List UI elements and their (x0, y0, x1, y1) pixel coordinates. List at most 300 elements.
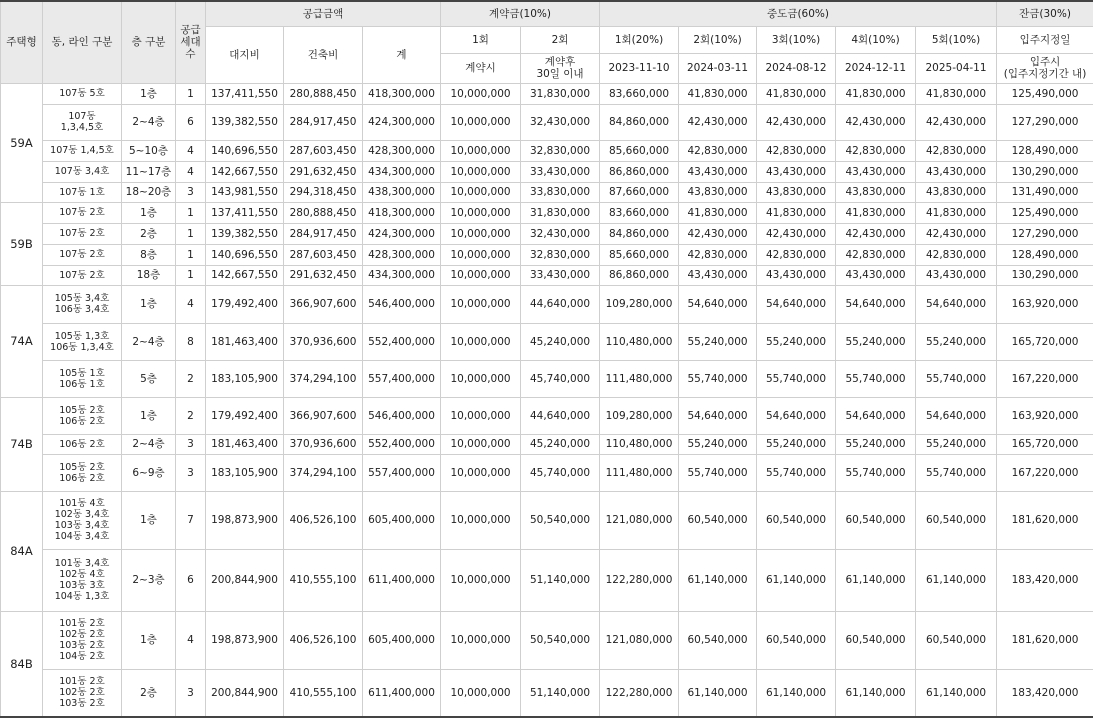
cell-d1: 10,000,000 (441, 265, 521, 285)
cell-d2: 50,540,000 (521, 491, 600, 549)
cell-floor: 1층 (122, 285, 176, 323)
cell-floor: 2~4층 (122, 323, 176, 360)
cell-bal: 163,920,000 (997, 285, 1093, 323)
cell-floor: 1층 (122, 83, 176, 104)
cell-total: 557,400,000 (363, 360, 441, 397)
cell-d1: 10,000,000 (441, 83, 521, 104)
cell-total: 546,400,000 (363, 397, 441, 434)
cell-m3: 42,830,000 (757, 140, 836, 161)
header-mid-date-1: 2023-11-10 (600, 53, 679, 83)
cell-dong: 101동 3,4호 102동 4호 103동 3호 104동 1,3호 (43, 549, 122, 611)
cell-m5: 61,140,000 (916, 549, 997, 611)
cell-m3: 42,430,000 (757, 223, 836, 244)
cell-dong: 107동 1호 (43, 182, 122, 202)
cell-m5: 43,830,000 (916, 182, 997, 202)
cell-d1: 10,000,000 (441, 223, 521, 244)
cell-dong: 107동 5호 (43, 83, 122, 104)
cell-d2: 45,740,000 (521, 454, 600, 491)
cell-bal: 165,720,000 (997, 434, 1093, 454)
header-mid-2: 2회(10%) (679, 26, 757, 53)
cell-units: 4 (176, 140, 206, 161)
cell-dong: 107동 2호 (43, 244, 122, 265)
cell-dong: 107동 2호 (43, 202, 122, 223)
table-row (1, 265, 1093, 285)
cell-build: 284,917,450 (284, 104, 363, 140)
cell-m5: 42,430,000 (916, 223, 997, 244)
cell-m3: 43,430,000 (757, 265, 836, 285)
cell-total: 611,400,000 (363, 549, 441, 611)
cell-units: 4 (176, 285, 206, 323)
cell-d2: 32,830,000 (521, 244, 600, 265)
cell-m3: 55,740,000 (757, 454, 836, 491)
cell-m1: 83,660,000 (600, 83, 679, 104)
header-building: 건축비 (284, 26, 363, 83)
cell-units: 1 (176, 223, 206, 244)
cell-d2: 45,240,000 (521, 323, 600, 360)
cell-units: 7 (176, 491, 206, 549)
cell-dong: 107동 3,4호 (43, 161, 122, 182)
cell-m4: 60,540,000 (836, 611, 916, 669)
cell-m2: 55,240,000 (679, 323, 757, 360)
cell-dong: 107동 2호 (43, 223, 122, 244)
table-row (1, 83, 1093, 104)
cell-m1: 121,080,000 (600, 491, 679, 549)
cell-m5: 42,830,000 (916, 140, 997, 161)
cell-bal: 167,220,000 (997, 360, 1093, 397)
cell-bal: 183,420,000 (997, 669, 1093, 717)
cell-floor: 6~9층 (122, 454, 176, 491)
cell-bal: 130,290,000 (997, 265, 1093, 285)
cell-bal: 167,220,000 (997, 454, 1093, 491)
header-type: 주택형 (1, 1, 43, 83)
cell-m4: 55,240,000 (836, 434, 916, 454)
cell-build: 370,936,600 (284, 434, 363, 454)
cell-build: 287,603,450 (284, 244, 363, 265)
header-units: 공급 세대 수 (176, 1, 206, 83)
cell-total: 557,400,000 (363, 454, 441, 491)
header-mid-date-2: 2024-03-11 (679, 53, 757, 83)
cell-d2: 32,430,000 (521, 223, 600, 244)
cell-units: 3 (176, 434, 206, 454)
cell-m5: 41,830,000 (916, 202, 997, 223)
cell-floor: 2층 (122, 669, 176, 717)
cell-d1: 10,000,000 (441, 434, 521, 454)
cell-m1: 109,280,000 (600, 397, 679, 434)
cell-m2: 54,640,000 (679, 285, 757, 323)
cell-dong: 105동 1호 106동 1호 (43, 360, 122, 397)
table-row (1, 244, 1093, 265)
cell-m4: 43,430,000 (836, 161, 916, 182)
cell-m3: 41,830,000 (757, 202, 836, 223)
cell-d2: 51,140,000 (521, 549, 600, 611)
cell-d2: 51,140,000 (521, 669, 600, 717)
header-dep2-when: 계약후 30일 이내 (521, 53, 600, 83)
cell-build: 287,603,450 (284, 140, 363, 161)
cell-m1: 122,280,000 (600, 549, 679, 611)
cell-m4: 54,640,000 (836, 397, 916, 434)
cell-m5: 54,640,000 (916, 285, 997, 323)
cell-bal: 125,490,000 (997, 202, 1093, 223)
table-row (1, 549, 1093, 611)
cell-units: 6 (176, 104, 206, 140)
cell-total: 546,400,000 (363, 285, 441, 323)
cell-m5: 42,830,000 (916, 244, 997, 265)
cell-d2: 33,430,000 (521, 265, 600, 285)
cell-d1: 10,000,000 (441, 611, 521, 669)
cell-d1: 10,000,000 (441, 454, 521, 491)
cell-total: 552,400,000 (363, 434, 441, 454)
cell-floor: 8층 (122, 244, 176, 265)
cell-d2: 31,830,000 (521, 83, 600, 104)
cell-m2: 43,430,000 (679, 161, 757, 182)
cell-m1: 85,660,000 (600, 140, 679, 161)
cell-dong: 101동 2호 102동 2호 103동 2호 104동 2호 (43, 611, 122, 669)
cell-d2: 31,830,000 (521, 202, 600, 223)
cell-bal: 163,920,000 (997, 397, 1093, 434)
cell-floor: 11~17층 (122, 161, 176, 182)
cell-m3: 61,140,000 (757, 549, 836, 611)
header-land: 대지비 (206, 26, 284, 83)
cell-bal: 131,490,000 (997, 182, 1093, 202)
cell-m2: 41,830,000 (679, 83, 757, 104)
cell-units: 3 (176, 182, 206, 202)
cell-land: 139,382,550 (206, 104, 284, 140)
cell-m3: 42,430,000 (757, 104, 836, 140)
cell-d1: 10,000,000 (441, 161, 521, 182)
cell-dong: 105동 3,4호 106동 3,4호 (43, 285, 122, 323)
cell-units: 8 (176, 323, 206, 360)
cell-m5: 43,430,000 (916, 161, 997, 182)
cell-land: 142,667,550 (206, 265, 284, 285)
cell-bal: 128,490,000 (997, 244, 1093, 265)
cell-land: 183,105,900 (206, 360, 284, 397)
cell-floor: 2층 (122, 223, 176, 244)
cell-build: 366,907,600 (284, 397, 363, 434)
table-row (1, 611, 1093, 669)
cell-units: 4 (176, 161, 206, 182)
cell-bal: 128,490,000 (997, 140, 1093, 161)
cell-m3: 60,540,000 (757, 611, 836, 669)
cell-d1: 10,000,000 (441, 491, 521, 549)
cell-dong: 105동 1,3호 106동 1,3,4호 (43, 323, 122, 360)
header-mid-3: 3회(10%) (757, 26, 836, 53)
cell-m1: 121,080,000 (600, 611, 679, 669)
cell-land: 179,492,400 (206, 397, 284, 434)
cell-bal: 125,490,000 (997, 83, 1093, 104)
cell-dong: 106동 2호 (43, 434, 122, 454)
table-row (1, 397, 1093, 434)
cell-m1: 86,860,000 (600, 161, 679, 182)
cell-land: 179,492,400 (206, 285, 284, 323)
unit-type-cell: 74A (1, 285, 43, 397)
cell-m2: 42,830,000 (679, 140, 757, 161)
cell-m4: 55,240,000 (836, 323, 916, 360)
cell-floor: 1층 (122, 611, 176, 669)
cell-d2: 45,740,000 (521, 360, 600, 397)
cell-m2: 43,430,000 (679, 265, 757, 285)
cell-d2: 44,640,000 (521, 285, 600, 323)
cell-m5: 41,830,000 (916, 83, 997, 104)
header-mid-date-3: 2024-08-12 (757, 53, 836, 83)
cell-d2: 32,830,000 (521, 140, 600, 161)
cell-m2: 61,140,000 (679, 549, 757, 611)
cell-m4: 42,430,000 (836, 223, 916, 244)
cell-bal: 127,290,000 (997, 223, 1093, 244)
cell-units: 1 (176, 244, 206, 265)
cell-m2: 41,830,000 (679, 202, 757, 223)
cell-land: 142,667,550 (206, 161, 284, 182)
table-row (1, 161, 1093, 182)
cell-bal: 130,290,000 (997, 161, 1093, 182)
header-mid-1: 1회(20%) (600, 26, 679, 53)
cell-units: 1 (176, 83, 206, 104)
cell-dong: 101동 4호 102동 3,4호 103동 3,4호 104동 3,4호 (43, 491, 122, 549)
cell-m5: 60,540,000 (916, 491, 997, 549)
cell-m5: 55,240,000 (916, 434, 997, 454)
cell-d2: 32,430,000 (521, 104, 600, 140)
table-row (1, 491, 1093, 549)
cell-units: 3 (176, 454, 206, 491)
cell-floor: 1층 (122, 397, 176, 434)
table-row (1, 454, 1093, 491)
cell-floor: 5층 (122, 360, 176, 397)
cell-m3: 61,140,000 (757, 669, 836, 717)
cell-m4: 61,140,000 (836, 669, 916, 717)
cell-m4: 42,830,000 (836, 140, 916, 161)
header-dep1: 1회 (441, 26, 521, 53)
unit-type-cell: 84B (1, 611, 43, 717)
cell-m4: 61,140,000 (836, 549, 916, 611)
table-row (1, 285, 1093, 323)
cell-land: 137,411,550 (206, 202, 284, 223)
header-dep2: 2회 (521, 26, 600, 53)
cell-m1: 83,660,000 (600, 202, 679, 223)
cell-land: 200,844,900 (206, 549, 284, 611)
cell-units: 1 (176, 202, 206, 223)
cell-build: 366,907,600 (284, 285, 363, 323)
cell-build: 406,526,100 (284, 491, 363, 549)
cell-m2: 60,540,000 (679, 491, 757, 549)
cell-build: 280,888,450 (284, 202, 363, 223)
header-middle: 중도금(60%) (600, 1, 997, 26)
cell-m1: 84,860,000 (600, 104, 679, 140)
cell-m4: 55,740,000 (836, 360, 916, 397)
cell-units: 6 (176, 549, 206, 611)
cell-m2: 61,140,000 (679, 669, 757, 717)
cell-m1: 122,280,000 (600, 669, 679, 717)
header-total: 계 (363, 26, 441, 83)
cell-land: 140,696,550 (206, 140, 284, 161)
cell-land: 139,382,550 (206, 223, 284, 244)
cell-m5: 55,740,000 (916, 360, 997, 397)
cell-floor: 18층 (122, 265, 176, 285)
cell-m5: 55,740,000 (916, 454, 997, 491)
cell-m3: 43,430,000 (757, 161, 836, 182)
cell-m5: 43,430,000 (916, 265, 997, 285)
cell-floor: 1층 (122, 491, 176, 549)
cell-bal: 183,420,000 (997, 549, 1093, 611)
cell-m2: 42,430,000 (679, 223, 757, 244)
unit-type-cell: 59B (1, 202, 43, 285)
cell-m4: 54,640,000 (836, 285, 916, 323)
cell-d1: 10,000,000 (441, 202, 521, 223)
header-deposit: 계약금(10%) (441, 1, 600, 26)
cell-m1: 110,480,000 (600, 323, 679, 360)
table-row (1, 202, 1093, 223)
cell-d1: 10,000,000 (441, 323, 521, 360)
cell-d1: 10,000,000 (441, 397, 521, 434)
table-row (1, 360, 1093, 397)
cell-m3: 54,640,000 (757, 285, 836, 323)
cell-land: 198,873,900 (206, 491, 284, 549)
header-move-in: 입주지정일 (997, 26, 1093, 53)
cell-total: 552,400,000 (363, 323, 441, 360)
table-row (1, 223, 1093, 244)
header-supply-amount: 공급금액 (206, 1, 441, 26)
table-row (1, 104, 1093, 140)
table-row (1, 434, 1093, 454)
table-body (1, 83, 1093, 717)
cell-floor: 2~4층 (122, 104, 176, 140)
cell-m4: 60,540,000 (836, 491, 916, 549)
cell-m4: 41,830,000 (836, 202, 916, 223)
cell-d1: 10,000,000 (441, 285, 521, 323)
cell-build: 280,888,450 (284, 83, 363, 104)
cell-m3: 60,540,000 (757, 491, 836, 549)
cell-d2: 50,540,000 (521, 611, 600, 669)
cell-land: 181,463,400 (206, 323, 284, 360)
cell-build: 410,555,100 (284, 549, 363, 611)
cell-m1: 109,280,000 (600, 285, 679, 323)
cell-dong: 107동 2호 (43, 265, 122, 285)
unit-type-cell: 74B (1, 397, 43, 491)
cell-units: 2 (176, 360, 206, 397)
cell-land: 143,981,550 (206, 182, 284, 202)
cell-total: 424,300,000 (363, 223, 441, 244)
cell-m3: 54,640,000 (757, 397, 836, 434)
table-row (1, 140, 1093, 161)
cell-m2: 42,830,000 (679, 244, 757, 265)
cell-m2: 55,740,000 (679, 454, 757, 491)
cell-dong: 107동 1,3,4,5호 (43, 104, 122, 140)
cell-land: 137,411,550 (206, 83, 284, 104)
cell-total: 605,400,000 (363, 611, 441, 669)
unit-type-cell: 84A (1, 491, 43, 611)
cell-d1: 10,000,000 (441, 549, 521, 611)
cell-total: 428,300,000 (363, 244, 441, 265)
cell-m3: 43,830,000 (757, 182, 836, 202)
cell-build: 284,917,450 (284, 223, 363, 244)
cell-m1: 85,660,000 (600, 244, 679, 265)
cell-land: 183,105,900 (206, 454, 284, 491)
unit-type-cell: 59A (1, 83, 43, 202)
cell-d1: 10,000,000 (441, 182, 521, 202)
cell-total: 418,300,000 (363, 202, 441, 223)
cell-d1: 10,000,000 (441, 140, 521, 161)
cell-m1: 86,860,000 (600, 265, 679, 285)
table-row (1, 182, 1093, 202)
cell-build: 291,632,450 (284, 265, 363, 285)
cell-bal: 165,720,000 (997, 323, 1093, 360)
cell-dong: 105동 2호 106동 2호 (43, 454, 122, 491)
cell-total: 434,300,000 (363, 265, 441, 285)
cell-build: 370,936,600 (284, 323, 363, 360)
cell-d2: 33,830,000 (521, 182, 600, 202)
cell-m1: 110,480,000 (600, 434, 679, 454)
cell-d1: 10,000,000 (441, 244, 521, 265)
cell-m5: 61,140,000 (916, 669, 997, 717)
cell-m4: 43,430,000 (836, 265, 916, 285)
header-mid-5: 5회(10%) (916, 26, 997, 53)
cell-m4: 43,830,000 (836, 182, 916, 202)
cell-m1: 111,480,000 (600, 454, 679, 491)
cell-d1: 10,000,000 (441, 360, 521, 397)
cell-total: 434,300,000 (363, 161, 441, 182)
cell-m2: 54,640,000 (679, 397, 757, 434)
table-row (1, 669, 1093, 717)
table-row (1, 323, 1093, 360)
cell-land: 198,873,900 (206, 611, 284, 669)
cell-floor: 2~3층 (122, 549, 176, 611)
cell-total: 428,300,000 (363, 140, 441, 161)
cell-bal: 127,290,000 (997, 104, 1093, 140)
cell-m4: 42,830,000 (836, 244, 916, 265)
cell-m4: 55,740,000 (836, 454, 916, 491)
cell-floor: 18~20층 (122, 182, 176, 202)
cell-bal: 181,620,000 (997, 491, 1093, 549)
cell-build: 374,294,100 (284, 360, 363, 397)
cell-m2: 43,830,000 (679, 182, 757, 202)
cell-build: 406,526,100 (284, 611, 363, 669)
cell-m3: 55,240,000 (757, 323, 836, 360)
cell-total: 605,400,000 (363, 491, 441, 549)
cell-m5: 55,240,000 (916, 323, 997, 360)
cell-m1: 84,860,000 (600, 223, 679, 244)
cell-units: 3 (176, 669, 206, 717)
cell-build: 294,318,450 (284, 182, 363, 202)
header-move-in-when: 입주시 (입주지정기간 내) (997, 53, 1093, 83)
cell-total: 438,300,000 (363, 182, 441, 202)
cell-build: 410,555,100 (284, 669, 363, 717)
cell-land: 140,696,550 (206, 244, 284, 265)
header-floor: 층 구분 (122, 1, 176, 83)
cell-units: 2 (176, 397, 206, 434)
cell-m5: 42,430,000 (916, 104, 997, 140)
cell-m4: 42,430,000 (836, 104, 916, 140)
cell-build: 374,294,100 (284, 454, 363, 491)
cell-d2: 33,430,000 (521, 161, 600, 182)
cell-dong: 107동 1,4,5호 (43, 140, 122, 161)
cell-m2: 55,240,000 (679, 434, 757, 454)
cell-units: 4 (176, 611, 206, 669)
cell-m1: 87,660,000 (600, 182, 679, 202)
header-dep1-when: 계약시 (441, 53, 521, 83)
cell-floor: 1층 (122, 202, 176, 223)
cell-bal: 181,620,000 (997, 611, 1093, 669)
cell-land: 200,844,900 (206, 669, 284, 717)
cell-total: 418,300,000 (363, 83, 441, 104)
header-mid-date-4: 2024-12-11 (836, 53, 916, 83)
header-mid-date-5: 2025-04-11 (916, 53, 997, 83)
cell-dong: 101동 2호 102동 2호 103동 2호 (43, 669, 122, 717)
cell-m4: 41,830,000 (836, 83, 916, 104)
cell-m3: 55,240,000 (757, 434, 836, 454)
cell-build: 291,632,450 (284, 161, 363, 182)
cell-d1: 10,000,000 (441, 104, 521, 140)
cell-floor: 5~10층 (122, 140, 176, 161)
cell-total: 611,400,000 (363, 669, 441, 717)
cell-d2: 44,640,000 (521, 397, 600, 434)
